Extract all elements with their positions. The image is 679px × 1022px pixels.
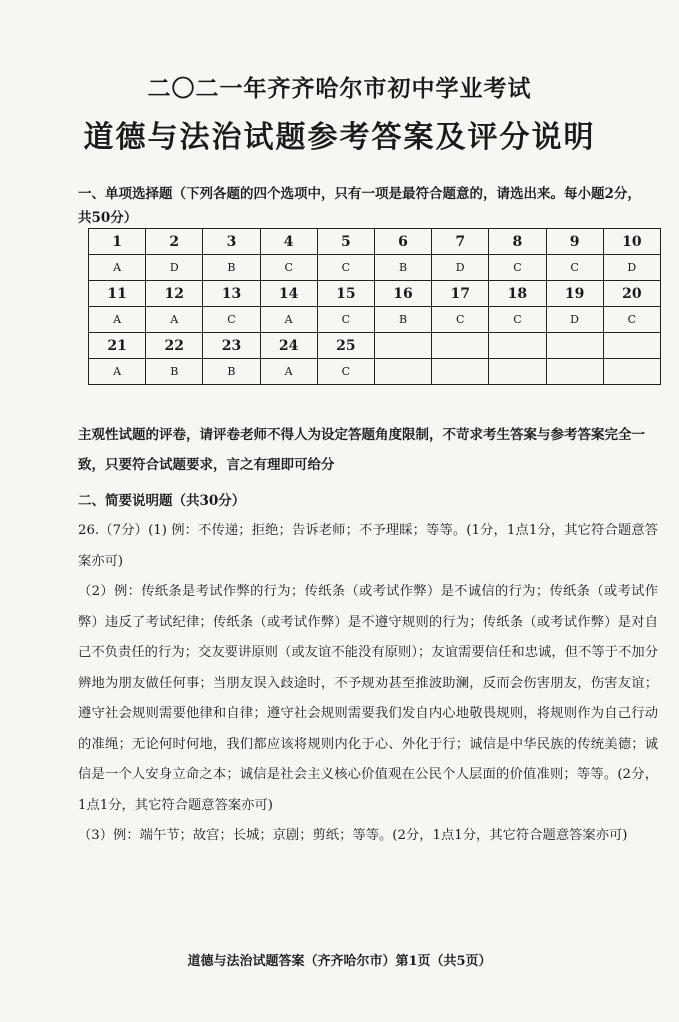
exam-title: 二〇二一年齐齐哈尔市初中学业考试 [147, 75, 532, 102]
question-number-row [89, 229, 661, 255]
section-1-heading: 一、单项选择题（下列各题的四个选项中，只有一项是最符合题意的，请选出来。每小题2分，共50分） [78, 186, 641, 226]
answer-cell: A [89, 359, 146, 385]
question-number-cell: 19 [546, 281, 603, 307]
question-number-cell: 23 [203, 333, 260, 359]
answer-cell: C [489, 255, 546, 281]
question-number-cell: 13 [203, 281, 260, 307]
document-title: 道德与法治试题参考答案及评分说明 [83, 120, 596, 155]
question-number-cell [603, 333, 660, 359]
answer-cell: D [432, 255, 489, 281]
question-26-answers [78, 516, 658, 852]
answer-cell: D [146, 255, 203, 281]
question-number-cell [546, 333, 603, 359]
question-number-cell: 15 [317, 281, 374, 307]
answer-cell: D [603, 255, 660, 281]
answer-cell: B [203, 359, 260, 385]
answer-row [89, 359, 661, 385]
answer-cell: C [317, 359, 374, 385]
answer-cell [432, 359, 489, 385]
answer-cell [546, 359, 603, 385]
answer-cell [603, 359, 660, 385]
question-number-cell: 8 [489, 229, 546, 255]
answer-cell: C [317, 307, 374, 333]
answer-cell [374, 359, 431, 385]
answer-paragraph-3: （3）例：端午节；故宫；长城；京剧；剪纸；等等。(2分，1点1分，其它符合题意答案亦可) [78, 828, 628, 843]
question-number-cell: 25 [317, 333, 374, 359]
answer-cell: B [374, 255, 431, 281]
answer-cell: B [374, 307, 431, 333]
answer-cell: A [89, 307, 146, 333]
answer-table [88, 228, 661, 385]
answer-cell: C [603, 307, 660, 333]
question-number-cell [489, 333, 546, 359]
question-number-cell: 1 [89, 229, 146, 255]
answer-paragraph-2: （2）例：传纸条是考试作弊的行为；传纸条（或考试作弊）是不诚信的行为；传纸条（或考试作弊）违反了考试纪律；传纸条（或考试作弊）是不遵守规则的行为；传纸条（或考试作弊）是对自己不负责任的行为；交友要讲原则（或友谊不能没有原则）；友谊需要信任和忠诚，但不等于不加分辨地为朋友做任何事；当朋友误入歧途时，不予规劝甚至推波助澜，反而会伤害朋友，伤害友谊；遵守社会规则需要他律和自律；遵守社会规则需要我们发自内心地敬畏规则，将规则作为自己行动的准绳；无论何时何地，我们都应该将规则内化于心、外化于行；诚信是中华民族的传统美德；诚信是一个人安身立命之本；诚信是社会主义核心价值观在公民个人层面的价值准则；等等。(2分，1点1分，其它符合题意答案亦可) [78, 584, 658, 813]
answer-cell: D [546, 307, 603, 333]
question-number-cell: 5 [317, 229, 374, 255]
answer-cell: C [260, 255, 317, 281]
question-number-cell: 20 [603, 281, 660, 307]
question-number-cell: 11 [89, 281, 146, 307]
question-number-row [89, 333, 661, 359]
question-number-cell: 9 [546, 229, 603, 255]
answer-cell: B [146, 359, 203, 385]
answer-cell: B [203, 255, 260, 281]
question-number-cell: 2 [146, 229, 203, 255]
question-number-cell: 7 [432, 229, 489, 255]
answer-cell: A [146, 307, 203, 333]
question-number-cell: 12 [146, 281, 203, 307]
answer-row [89, 255, 661, 281]
question-number-cell: 10 [603, 229, 660, 255]
question-number-cell: 24 [260, 333, 317, 359]
question-number-cell: 16 [374, 281, 431, 307]
question-number-row [89, 281, 661, 307]
question-number-cell [432, 333, 489, 359]
answer-paragraph-1: 26.（7分）(1) 例：不传递；拒绝；告诉老师；不予理睬；等等。(1分，1点1分，其它符合题意答案亦可) [78, 523, 658, 569]
answer-cell: C [203, 307, 260, 333]
question-number-cell: 14 [260, 281, 317, 307]
question-number-cell [374, 333, 431, 359]
question-number-cell: 6 [374, 229, 431, 255]
answer-cell: C [317, 255, 374, 281]
answer-cell [489, 359, 546, 385]
question-number-cell: 17 [432, 281, 489, 307]
answer-cell: A [260, 307, 317, 333]
question-number-cell: 22 [146, 333, 203, 359]
question-number-cell: 4 [260, 229, 317, 255]
answer-cell: C [546, 255, 603, 281]
answer-cell: A [260, 359, 317, 385]
answer-row [89, 307, 661, 333]
section-2-heading: 二、简要说明题（共30分） [78, 493, 246, 509]
page-footer: 道德与法治试题答案（齐齐哈尔市）第1页（共5页） [187, 954, 492, 969]
answer-cell: C [432, 307, 489, 333]
question-number-cell: 3 [203, 229, 260, 255]
answer-cell: C [489, 307, 546, 333]
question-number-cell: 21 [89, 333, 146, 359]
question-number-cell: 18 [489, 281, 546, 307]
answer-cell: A [89, 255, 146, 281]
grading-note: 主观性试题的评卷，请评卷老师不得人为设定答题角度限制，不苛求考生答案与参考答案完全一致，只要符合试题要求，言之有理即可给分 [78, 427, 645, 473]
